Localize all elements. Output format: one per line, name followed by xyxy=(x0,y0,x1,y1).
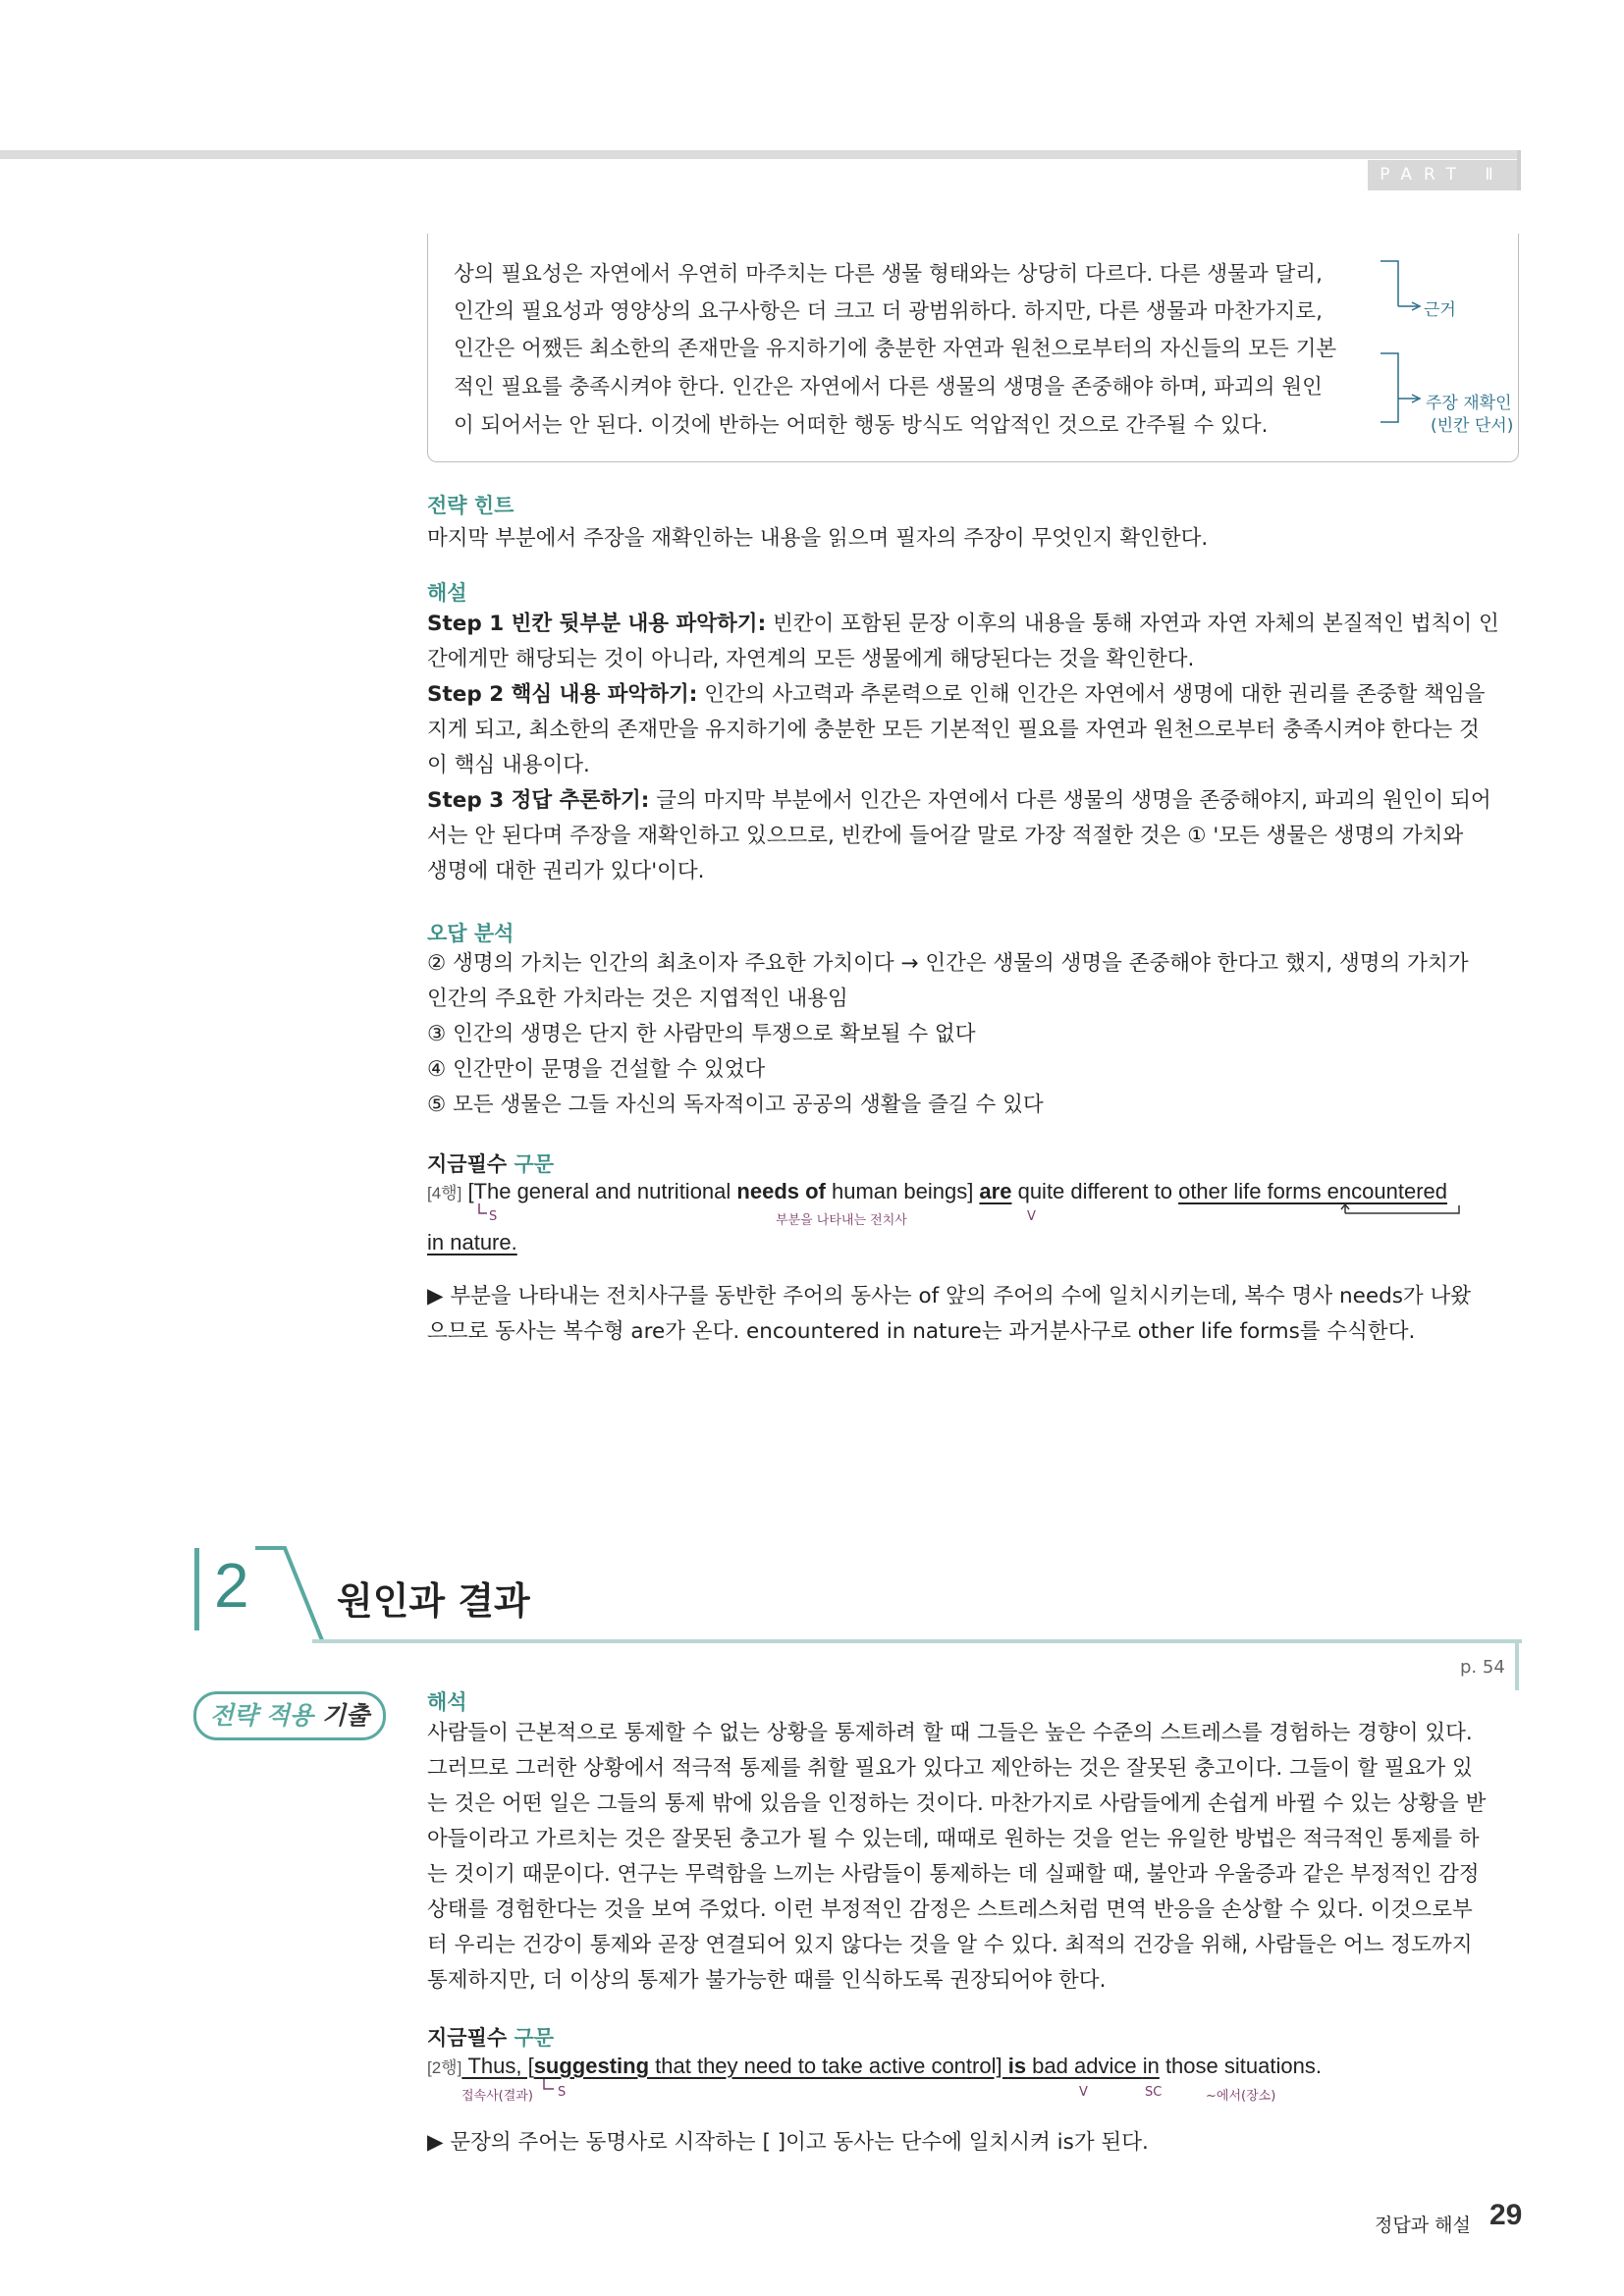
sentence-needs: needs of xyxy=(736,1179,826,1203)
wrong-body xyxy=(427,946,1519,1123)
syntax2-note: ▶ 문장의 주어는 동명사로 시작하는 [ ]이고 동사는 단수에 일치시켜 is가 된다. xyxy=(427,2130,1149,2155)
step3-text: 글의 마지막 부분에서 인간은 자연에서 다른 생물의 생명을 존중해야지, 파괴의 원인이 되어 xyxy=(649,788,1491,813)
sentence-part: bad advice xyxy=(1026,2054,1143,2078)
step3-text: 생명에 대한 권리가 있다'이다. xyxy=(427,859,705,883)
header-divider xyxy=(1517,150,1521,190)
strategy-badge xyxy=(193,1691,386,1740)
label-s: S xyxy=(558,2085,567,2100)
sentence-suggesting: suggesting xyxy=(533,2054,650,2078)
passage-line: 인간의 필요성과 영양상의 요구사항은 더 크고 더 광범위하다. 하지만, 다른 생물과 마찬가지로, xyxy=(454,299,1323,324)
explanation2-title: 해석 xyxy=(427,1690,467,1714)
annotation-claim-sub: (빈칸 단서) xyxy=(1431,416,1514,436)
badge-text-a: 전략 적용 xyxy=(209,1701,314,1730)
body-line: 그러므로 그러한 상황에서 적극적 통제를 취할 필요가 있다고 제안하는 것은 잘못된 충고이다. 그들이 할 필요가 있 xyxy=(427,1756,1473,1781)
sentence-in: in xyxy=(1142,2054,1160,2078)
section-number: 2 xyxy=(214,1550,249,1621)
label-sc: SC xyxy=(1145,2085,1163,2100)
wrong-item: 인간의 주요한 가치라는 것은 지엽적인 내용임 xyxy=(427,987,848,1011)
label-v: V xyxy=(1079,2085,1088,2100)
sentence-other: other life forms encountered xyxy=(1178,1179,1448,1203)
body-line: 통제하지만, 더 이상의 통제가 불가능한 때를 인식하도록 권장되어야 한다. xyxy=(427,1968,1107,1993)
passage-line: 적인 필요를 충족시켜야 한다. 인간은 자연에서 다른 생물의 생명을 존중해야 하며, 파괴의 원인 xyxy=(454,375,1323,400)
explanation-title: 해설 xyxy=(427,581,467,605)
syntax2-line-no: [2행] xyxy=(427,2058,462,2077)
syntax2-title-a: 지금필수 xyxy=(427,2026,508,2050)
body-line: 는 것은 어떤 일은 그들의 통제 밖에 있음을 인정하는 것이다. 마찬가지로 사람들에게 손쉽게 바뀔 수 있는 상황을 받 xyxy=(427,1791,1487,1816)
body-line: 상태를 경험한다는 것을 보여 주었다. 이런 부정적인 감정은 스트레스처럼 면역 반응을 손상할 수 있다. 이것으로부 xyxy=(427,1897,1473,1922)
step1-text: 빈칸이 포함된 문장 이후의 내용을 통해 자연과 자연 자체의 본질적인 법칙이 인 xyxy=(766,612,1499,636)
syntax1-line-no: [4행] xyxy=(427,1184,462,1202)
page-ref-bar xyxy=(1515,1639,1519,1690)
passage-line: 이 되어서는 안 된다. 이것에 반하는 어떠한 행동 방식도 억압적인 것으로 간주될 수 있다. xyxy=(454,413,1269,438)
label-conj: 접속사(결과) xyxy=(461,2089,533,2104)
step2-text: 지게 되고, 최소한의 존재만을 유지하기에 충분한 모든 기본적인 필요를 자연과 원천으로부터 충족시켜야 한다는 것 xyxy=(427,718,1480,742)
section-rule xyxy=(312,1639,1522,1643)
sentence-part: [The general and nutritional xyxy=(461,1179,737,1203)
step2-text: 이 핵심 내용이다. xyxy=(427,753,590,777)
syntax1-note xyxy=(427,1279,1519,1350)
page-number: 29 xyxy=(1489,2199,1523,2231)
annotation-reason: 근거 xyxy=(1424,300,1456,320)
step2-text: 인간의 사고력과 추론력으로 인해 인간은 자연에서 생명에 대한 권리를 존중할 책임을 xyxy=(697,682,1486,707)
passage-line: 상의 필요성은 자연에서 우연히 마주치는 다른 생물 형태와는 상당히 다르다. 다른 생물과 달리, xyxy=(454,262,1323,287)
sentence-part: quite different to xyxy=(1011,1179,1179,1203)
body-line: 는 것이기 때문이다. 연구는 무력함을 느끼는 사람들이 통제하는 데 실패할 때, 불안과 우울증과 같은 부정적인 감정 xyxy=(427,1862,1480,1887)
wrong-item: ④ 인간만이 문명을 건설할 수 있었다 xyxy=(427,1057,766,1082)
syntax2-title xyxy=(427,2022,554,2052)
wrong-title: 오답 분석 xyxy=(427,922,514,945)
sentence-part: that they need to take active control] xyxy=(649,2054,1008,2078)
passage-line: 인간은 어쨌든 최소한의 존재만을 유지하기에 충분한 자연과 원천으로부터의 자신들의 모든 기본 xyxy=(454,337,1337,361)
hint-text: 마지막 부분에서 주장을 재확인하는 내용을 읽으며 필자의 주장이 무엇인지 확인한다. xyxy=(427,526,1209,551)
sentence-part: human beings] xyxy=(825,1179,980,1203)
sentence-end: in nature. xyxy=(427,1230,517,1255)
body-line: 터 우리는 건강이 통제와 곧장 연결되어 있지 않다는 것을 알 수 있다. 최적의 건강을 위해, 사람들은 어느 정도까지 xyxy=(427,1933,1473,1957)
label-s: S xyxy=(489,1209,498,1224)
explanation-body xyxy=(427,607,1519,889)
syntax1-title xyxy=(427,1148,554,1178)
label-place: ~에서(장소) xyxy=(1206,2089,1276,2104)
step1-label: Step 1 빈칸 뒷부분 내용 파악하기: xyxy=(427,612,767,636)
sentence-part: Thus, [ xyxy=(461,2054,534,2078)
annotation-claim: 주장 재확인 xyxy=(1426,394,1512,413)
sentence-is: is xyxy=(1007,2054,1027,2078)
note-line: 으므로 동사는 복수형 are가 온다. encountered in nature는 과거분사구로 other life forms를 수식한다. xyxy=(427,1319,1416,1344)
wrong-item: ② 생명의 가치는 인간의 최초이자 주요한 가치이다 → 인간은 생물의 생명을 존중해야 한다고 했지, 생명의 가치가 xyxy=(427,951,1469,976)
label-v: V xyxy=(1027,1209,1036,1224)
header-rule xyxy=(0,150,1517,159)
step2-label: Step 2 핵심 내용 파악하기: xyxy=(427,682,698,707)
sentence-part: those situations. xyxy=(1159,2054,1322,2078)
syntax1-markup xyxy=(471,1201,1473,1225)
step3-text: 서는 안 된다며 주장을 재확인하고 있으므로, 빈칸에 들어갈 말로 가장 적절한 것은 ① '모든 생물은 생명의 가치와 xyxy=(427,824,1464,848)
syntax1-title-b: 구문 xyxy=(507,1152,555,1176)
syntax2-sentence xyxy=(427,2054,1322,2079)
label-partitive: 부분을 나타내는 전치사 xyxy=(776,1213,907,1228)
wrong-item: ③ 인간의 생명은 단지 한 사람만의 투쟁으로 확보될 수 없다 xyxy=(427,1022,976,1046)
hint-title: 전략 힌트 xyxy=(427,494,514,517)
body-line: 아들이라고 가르치는 것은 잘못된 충고가 될 수 있는데, 때때로 원하는 것을 얻는 유일한 방법은 적극적인 통제를 하 xyxy=(427,1827,1480,1851)
step1-text: 간에게만 해당되는 것이 아니라, 자연계의 모든 생물에게 해당된다는 것을 확인한다. xyxy=(427,647,1195,671)
page-ref: p. 54 xyxy=(1460,1657,1505,1678)
wrong-item: ⑤ 모든 생물은 그들 자신의 독자적이고 공공의 생활을 즐길 수 있다 xyxy=(427,1093,1044,1117)
syntax1-title-a: 지금필수 xyxy=(427,1152,508,1176)
badge-text-b: 기출 xyxy=(321,1701,370,1730)
part-label: PART Ⅱ xyxy=(1368,160,1517,190)
section-title: 원인과 결과 xyxy=(337,1579,530,1623)
footer-label: 정답과 해설 xyxy=(1375,2215,1471,2236)
note-line: ▶ 부분을 나타내는 전치사구를 동반한 주어의 동사는 of 앞의 주어의 수에 일치시키는데, 복수 명사 needs가 나왔 xyxy=(427,1284,1472,1308)
sentence-are: are xyxy=(979,1179,1012,1203)
body-line: 사람들이 근본적으로 통제할 수 없는 상황을 통제하려 할 때 그들은 높은 수준의 스트레스를 경험하는 경향이 있다. xyxy=(427,1721,1473,1745)
explanation2-body xyxy=(427,1716,1519,1999)
step3-label: Step 3 정답 추론하기: xyxy=(427,788,650,813)
syntax2-title-b: 구문 xyxy=(507,2026,555,2050)
